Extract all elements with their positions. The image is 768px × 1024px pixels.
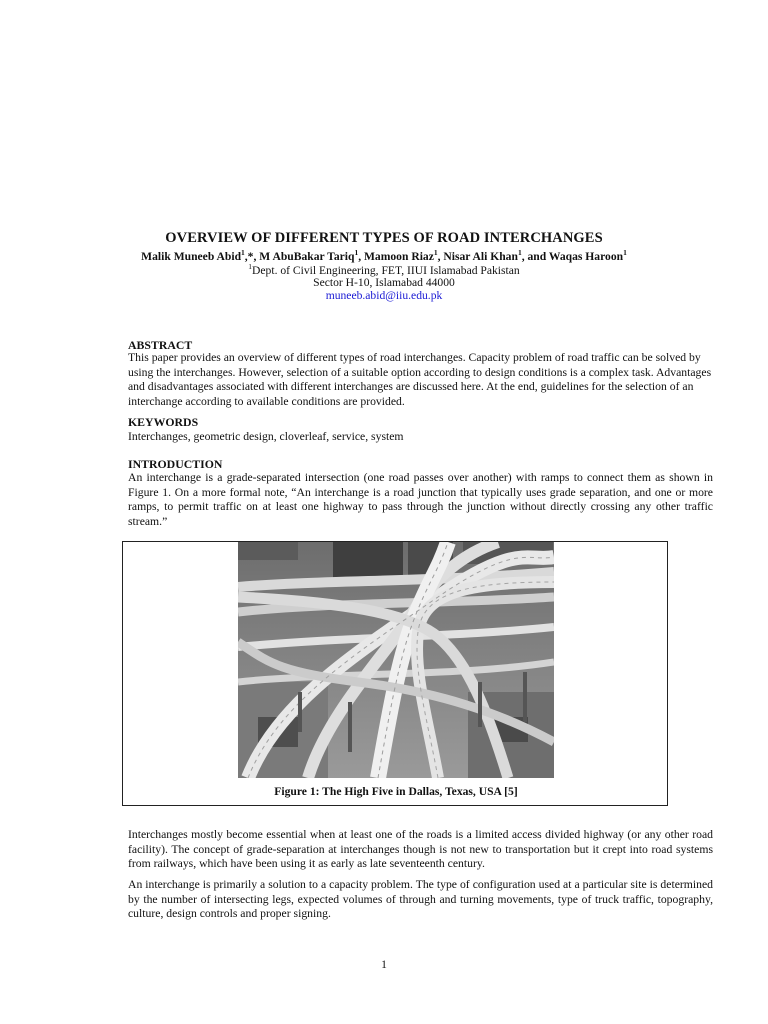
support-column bbox=[348, 702, 352, 752]
author-name: Mamoon Riaz bbox=[363, 249, 434, 263]
email-link[interactable]: muneeb.abid@iiu.edu.pk bbox=[325, 289, 443, 302]
author-name: Waqas Haroon bbox=[548, 249, 624, 263]
keywords-heading: KEYWORDS bbox=[128, 415, 199, 429]
figure-caption: Figure 1: The High Five in Dallas, Texas, USA [5] bbox=[274, 785, 518, 798]
affiliation-mark: 1 bbox=[248, 262, 253, 271]
author-name: M AbuBakar Tariq bbox=[259, 249, 355, 263]
address: Sector H-10, Islamabad 44000 bbox=[313, 276, 455, 289]
author-list bbox=[0, 248, 768, 263]
author-affiliation-mark: 1 bbox=[241, 248, 245, 257]
affiliation bbox=[0, 262, 768, 277]
support-column bbox=[478, 682, 482, 727]
introduction-heading: INTRODUCTION bbox=[128, 457, 223, 471]
support-column bbox=[523, 672, 527, 722]
keywords-text: Interchanges, geometric design, cloverleaf, service, system bbox=[128, 430, 404, 443]
paper-title: OVERVIEW OF DIFFERENT TYPES OF ROAD INTERCHANGES bbox=[165, 230, 603, 246]
introduction-text: An interchange is a grade-separated intersection (one road passes over another) with ramps to connect them as shown in Figure 1. On a more formal note, “An interchange is a road junction that typically uses grade separation, and one or more ramps, to permit traffic on at least one highway to pass through the junction without directly crossing any other traffic stream.” bbox=[128, 471, 713, 528]
author-separator: ,*, bbox=[244, 249, 260, 263]
author-affiliation-mark: 1 bbox=[354, 248, 359, 257]
interchange-photo-drawing bbox=[238, 542, 554, 778]
support-column bbox=[298, 692, 302, 732]
building-shape bbox=[238, 542, 298, 560]
author-name: Malik Muneeb Abid bbox=[141, 249, 242, 263]
author-name: Nisar Ali Khan bbox=[443, 249, 518, 263]
affiliation-text: Dept. of Civil Engineering, FET, IIUI Islamabad Pakistan bbox=[252, 263, 520, 277]
author-separator: , bbox=[437, 249, 444, 263]
figure-1 bbox=[122, 541, 668, 806]
abstract-heading: ABSTRACT bbox=[128, 338, 193, 352]
abstract-text: This paper provides an overview of different types of road interchanges. Capacity problem of road traffic can be solved by using the interchanges. However, selection of a suitable option according to design conditions is a complex task. Advantages and disadvantages associated with different interchanges are discussed here. At the end, guidelines for the selection of an interchange according to available conditions are provided. bbox=[128, 351, 712, 408]
author-separator: , bbox=[358, 249, 364, 263]
interchange-photo bbox=[238, 542, 554, 778]
author-affiliation-mark: 1 bbox=[623, 248, 627, 257]
author-affiliation-mark: 1 bbox=[517, 248, 522, 257]
body-paragraph-2: An interchange is primarily a solution to a capacity problem. The type of configuration used at a particular site is determined by the number of intersecting legs, expected volumes of through and turning movements, type of truck traffic, topography, culture, design controls and proper signing. bbox=[128, 878, 713, 921]
author-affiliation-mark: 1 bbox=[433, 248, 438, 257]
author-separator: , and bbox=[521, 249, 549, 263]
body-paragraph-1: Interchanges mostly become essential when at least one of the roads is a limited access divided highway (or any other road facility). The concept of grade-separation at interchanges though is not new to transportation but it crept into road systems from railways, which have been using it as early as late seventeenth century. bbox=[128, 828, 713, 871]
page-number: 1 bbox=[381, 958, 387, 971]
